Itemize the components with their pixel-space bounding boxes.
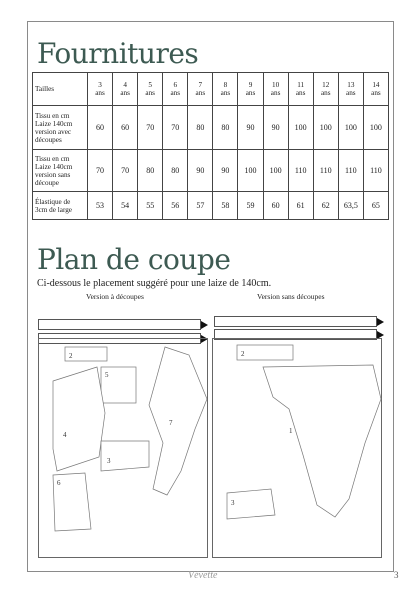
size-header-cell: [188, 73, 213, 106]
table-cell: 60: [88, 106, 113, 150]
piece-number: 7: [169, 419, 173, 427]
table-header-row: [33, 73, 389, 106]
size-header-cell: [363, 73, 388, 106]
table-cell: 60: [263, 192, 288, 220]
size-number: 8: [223, 81, 228, 89]
row-label-line: découpe: [35, 178, 59, 187]
row-label-line: Élastique de: [35, 197, 71, 206]
brand-logo: Vévette: [188, 570, 218, 581]
size-unit: ans: [371, 89, 381, 97]
pattern-piece: [149, 347, 207, 495]
row-label: [33, 192, 88, 220]
cutting-layout-without-cuts-drawing: [213, 339, 383, 559]
table-cell: 80: [138, 150, 163, 192]
row-label-line: version sans: [35, 170, 71, 179]
table-cell: 80: [188, 106, 213, 150]
size-header-cell: [288, 73, 313, 106]
piece-number: 2: [69, 352, 73, 360]
size-number: 5: [148, 81, 152, 89]
table-cell: 80: [213, 106, 238, 150]
size-unit: ans: [195, 89, 206, 97]
size-number: 14: [372, 81, 380, 89]
size-number: 13: [347, 81, 355, 89]
table-row: [33, 192, 389, 220]
size-header-cell: [338, 73, 363, 106]
pattern-piece: [101, 441, 149, 471]
row-label: [33, 106, 88, 150]
table-row: [33, 106, 389, 150]
table-cell: 55: [138, 192, 163, 220]
version-label-with-cuts: Version à découpes: [86, 292, 144, 301]
table-cell: 65: [363, 192, 388, 220]
table-cell: 63,5: [338, 192, 363, 220]
size-number: 12: [322, 81, 330, 89]
row-label-line: Tissu en cm: [35, 154, 70, 163]
page-number: 3: [394, 570, 399, 580]
row-label-line: découpes: [35, 135, 62, 144]
table-row: [33, 150, 389, 192]
piece-number: 3: [107, 457, 111, 465]
size-unit: ans: [95, 89, 105, 97]
size-number: 9: [248, 81, 253, 89]
table-cell: 110: [363, 150, 388, 192]
table-cell: 58: [213, 192, 238, 220]
table-cell: 100: [338, 106, 363, 150]
row-label: [33, 150, 88, 192]
version-label-without-cuts: Version sans découpes: [257, 292, 325, 301]
size-unit: ans: [295, 89, 306, 97]
table-cell: 53: [88, 192, 113, 220]
row-label-line: 3cm de large: [35, 205, 72, 214]
size-unit: ans: [270, 89, 281, 97]
size-header-cell: [238, 73, 263, 106]
table-cell: 110: [313, 150, 338, 192]
table-cell: 90: [263, 106, 288, 150]
size-header-cell: [88, 73, 113, 106]
grain-arrow-left-1: [38, 319, 201, 330]
row-label-line: Laize 140cm: [35, 162, 73, 171]
size-unit: ans: [145, 89, 155, 97]
piece-number: 4: [63, 431, 67, 439]
grain-arrow-right-1: [214, 316, 377, 327]
size-unit: ans: [170, 89, 181, 97]
row-label-line: version avec: [35, 127, 72, 136]
table-cell: 62: [313, 192, 338, 220]
table-cell: 100: [363, 106, 388, 150]
piece-number: 5: [105, 371, 109, 379]
size-header-cell: [163, 73, 188, 106]
row-label-line: Tissu en cm: [35, 111, 70, 120]
table-cell: 90: [188, 150, 213, 192]
size-unit: ans: [220, 89, 231, 97]
pattern-piece: [53, 367, 105, 471]
size-header-cell: [313, 73, 338, 106]
pattern-piece: [237, 345, 293, 360]
size-number: 7: [198, 81, 203, 89]
table-cell: 57: [188, 192, 213, 220]
size-header-cell: [213, 73, 238, 106]
size-header-label: Tailles: [33, 73, 88, 106]
cutting-layout-with-cuts-drawing: [39, 339, 209, 559]
section-title-plan-de-coupe: Plan de coupe: [37, 243, 231, 276]
piece-number: 3: [231, 499, 235, 507]
table-cell: 100: [288, 106, 313, 150]
size-number: 4: [123, 81, 127, 89]
table-cell: 70: [163, 106, 188, 150]
table-cell: 70: [138, 106, 163, 150]
size-header-cell: [113, 73, 138, 106]
pattern-piece: [263, 365, 381, 517]
table-cell: 56: [163, 192, 188, 220]
table-cell: 90: [238, 106, 263, 150]
materials-table: [32, 72, 389, 220]
size-number: 10: [271, 81, 280, 89]
table-cell: 70: [88, 150, 113, 192]
row-label-line: Laize 140cm: [35, 119, 73, 128]
table-cell: 61: [288, 192, 313, 220]
size-unit: ans: [245, 89, 256, 97]
table-cell: 110: [288, 150, 313, 192]
table-cell: 60: [113, 106, 138, 150]
size-number: 3: [98, 81, 102, 89]
table-cell: 100: [313, 106, 338, 150]
piece-number: 2: [241, 350, 245, 358]
size-number: 6: [173, 81, 178, 89]
piece-number: 6: [57, 479, 61, 487]
size-header-cell: [263, 73, 288, 106]
cutting-layout-with-cuts: [38, 338, 208, 558]
table-cell: 80: [163, 150, 188, 192]
table-cell: 110: [338, 150, 363, 192]
section-title-fournitures: Fournitures: [37, 37, 199, 70]
table-cell: 100: [263, 150, 288, 192]
cutting-layout-without-cuts: [212, 338, 382, 558]
intro-text: Ci-dessous le placement suggéré pour une laize de 140cm.: [37, 278, 272, 289]
size-unit: ans: [320, 89, 331, 97]
size-unit: ans: [346, 89, 356, 97]
size-unit: ans: [120, 89, 130, 97]
table-cell: 90: [213, 150, 238, 192]
table-cell: 70: [113, 150, 138, 192]
table-cell: 100: [238, 150, 263, 192]
table-cell: 59: [238, 192, 263, 220]
piece-number: 1: [289, 427, 293, 435]
size-header-cell: [138, 73, 163, 106]
size-number: 11: [297, 81, 305, 89]
table-cell: 54: [113, 192, 138, 220]
